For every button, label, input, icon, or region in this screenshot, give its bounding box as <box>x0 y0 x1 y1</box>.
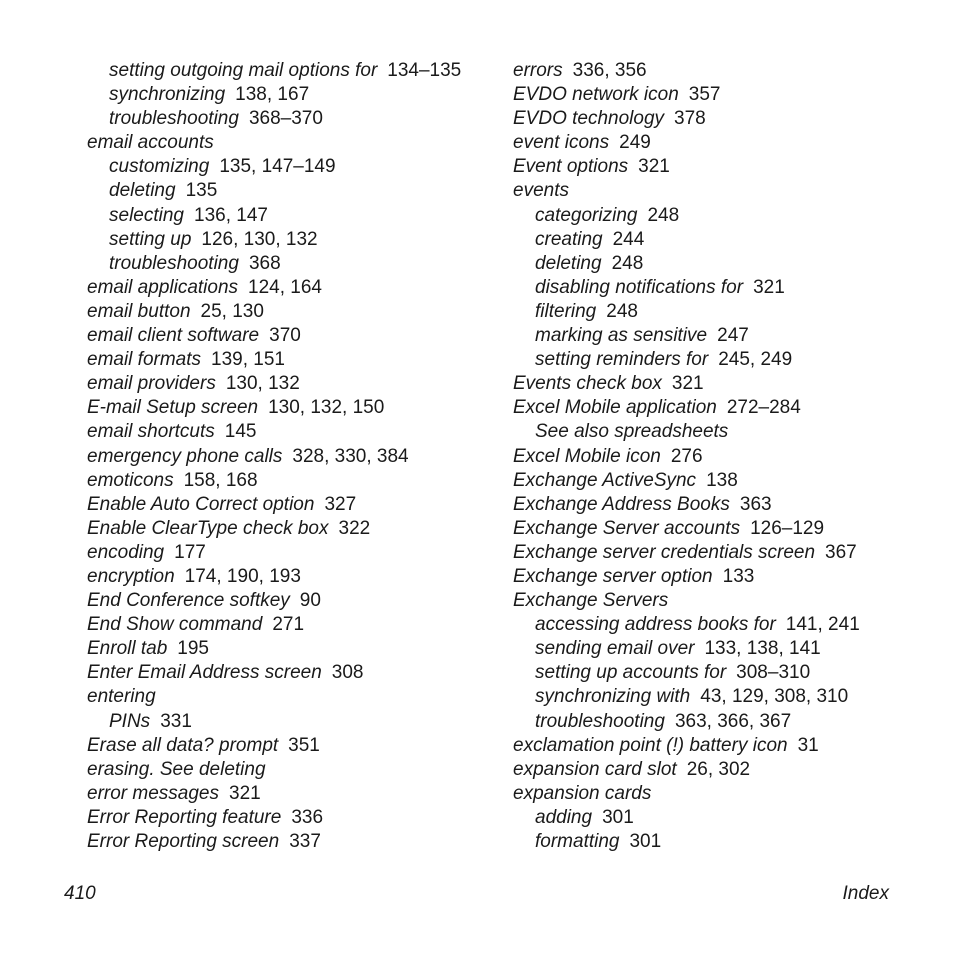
index-pages: 321 <box>638 156 670 178</box>
index-term: event icons <box>513 132 610 154</box>
index-term: Error Reporting feature <box>87 806 282 828</box>
index-entry <box>513 372 933 396</box>
index-pages: 126, 130, 132 <box>201 228 318 250</box>
index-subentry <box>513 252 933 276</box>
index-entry <box>87 324 497 348</box>
index-subentry <box>513 830 933 854</box>
index-pages: 126–129 <box>750 517 825 539</box>
index-subentry <box>87 228 497 252</box>
index-term: PINs <box>109 710 151 732</box>
index-entry <box>513 541 933 565</box>
index-term: error messages <box>87 782 219 804</box>
index-pages: 141, 241 <box>785 614 860 636</box>
index-pages: 301 <box>629 831 662 852</box>
index-entry <box>513 445 933 469</box>
index-pages: 145 <box>224 421 257 443</box>
index-term: deleting <box>109 180 176 202</box>
index-pages: 195 <box>177 638 209 660</box>
index-entry <box>513 131 933 155</box>
index-subentry <box>513 228 933 252</box>
index-subentry <box>513 276 933 300</box>
index-term: expansion card slot <box>513 758 677 780</box>
index-pages: 351 <box>288 734 320 756</box>
index-term: synchronizing <box>109 84 226 106</box>
index-pages: 245, 249 <box>718 349 793 371</box>
index-pages: 136, 147 <box>194 204 268 226</box>
index-term: expansion cards <box>513 782 652 804</box>
index-entry <box>87 348 497 372</box>
index-entry <box>87 830 497 854</box>
index-pages: 272–284 <box>726 397 801 419</box>
index-pages: 368 <box>248 252 281 274</box>
index-pages: 43, 129, 308, 310 <box>700 686 849 708</box>
index-entry <box>513 758 933 782</box>
index-subentry <box>513 710 933 734</box>
index-pages: 321 <box>229 782 261 804</box>
index-subentry <box>513 324 933 348</box>
index-term: troubleshooting <box>535 710 665 732</box>
index-term: marking as sensitive <box>535 325 708 347</box>
index-term: encoding <box>87 541 165 563</box>
index-entry <box>87 806 497 830</box>
index-pages: 174, 190, 193 <box>184 565 301 587</box>
index-subentry <box>513 420 933 444</box>
index-subentry <box>87 710 497 734</box>
index-entry <box>87 445 497 469</box>
index-term: EVDO network icon <box>513 84 679 106</box>
index-term: selecting <box>109 204 184 226</box>
page-number: 410 <box>64 883 96 904</box>
index-term: Erase all data? prompt <box>87 734 279 756</box>
index-entry <box>87 589 497 613</box>
index-pages: 248 <box>647 204 680 226</box>
index-term: email applications <box>87 276 239 298</box>
index-subentry <box>87 107 497 131</box>
index-pages: 276 <box>670 445 703 467</box>
index-term: setting up accounts for <box>535 662 727 684</box>
index-entry <box>513 155 933 179</box>
index-subentry <box>513 300 933 324</box>
index-term: Excel Mobile application <box>513 397 717 419</box>
index-entry <box>513 734 933 758</box>
index-entry <box>513 493 933 517</box>
index-subentry <box>87 59 497 83</box>
index-pages: 130, 132 <box>225 373 300 395</box>
index-pages: 244 <box>612 228 645 250</box>
index-pages: 249 <box>619 132 651 154</box>
index-pages: 321 <box>671 373 704 395</box>
index-term: EVDO technology <box>513 108 665 130</box>
index-pages: 135, 147–149 <box>219 156 336 178</box>
index-pages: 271 <box>272 614 305 636</box>
index-subentry <box>513 613 933 637</box>
index-pages: 370 <box>269 325 301 347</box>
index-term: Exchange Servers <box>513 590 669 612</box>
index-term: Enter Email Address screen <box>87 662 322 684</box>
index-entry <box>513 59 933 83</box>
index-pages: 363, 366, 367 <box>674 710 792 732</box>
index-pages: 31 <box>797 734 819 756</box>
index-pages: 134–135 <box>387 60 462 81</box>
index-pages: 321 <box>753 276 785 298</box>
index-pages: 322 <box>338 517 371 539</box>
index-entry <box>87 276 497 300</box>
index-term: formatting <box>535 831 620 852</box>
index-entry <box>87 685 497 709</box>
index-term: Enroll tab <box>87 638 168 660</box>
index-pages: 363 <box>739 493 772 515</box>
index-term: Excel Mobile icon <box>513 445 661 467</box>
index-term: End Show command <box>87 614 263 636</box>
index-pages: 331 <box>160 710 192 732</box>
index-term: errors <box>513 60 563 81</box>
index-entry <box>87 396 497 420</box>
index-term: events <box>513 180 569 202</box>
index-entry <box>87 734 497 758</box>
index-entry <box>87 469 497 493</box>
index-term: Enable Auto Correct option <box>87 493 315 515</box>
index-entry <box>87 420 497 444</box>
index-entry <box>513 469 933 493</box>
index-term: troubleshooting <box>109 108 239 130</box>
index-entry <box>87 782 497 806</box>
index-pages: 26, 302 <box>686 758 751 780</box>
index-subentry <box>87 204 497 228</box>
index-pages: 139, 151 <box>211 349 285 371</box>
index-term: customizing <box>109 156 210 178</box>
index-entry <box>513 83 933 107</box>
index-entry <box>87 300 497 324</box>
index-pages: 308 <box>331 662 364 684</box>
index-term: filtering <box>535 300 597 322</box>
index-subentry <box>87 83 497 107</box>
section-title: Index <box>842 883 889 904</box>
index-pages: 177 <box>174 541 206 563</box>
index-pages: 25, 130 <box>200 300 264 322</box>
index-term: setting reminders for <box>535 349 709 371</box>
index-term: email accounts <box>87 132 214 154</box>
index-term: email client software <box>87 325 260 347</box>
index-term: setting outgoing mail options for <box>109 60 378 81</box>
index-term: Events check box <box>513 373 662 395</box>
index-pages: 124, 164 <box>248 276 322 298</box>
index-term: Event options <box>513 156 629 178</box>
index-entry <box>87 758 497 782</box>
index-term: categorizing <box>535 204 638 226</box>
index-term: troubleshooting <box>109 252 239 274</box>
index-entry <box>513 396 933 420</box>
index-term: disabling notifications for <box>535 276 744 298</box>
index-pages: 328, 330, 384 <box>292 445 409 467</box>
index-pages: 248 <box>611 252 644 274</box>
index-pages: 138, 167 <box>235 84 310 106</box>
index-term: encryption <box>87 565 175 587</box>
index-pages: 327 <box>324 493 357 515</box>
index-term: email formats <box>87 349 202 371</box>
index-term: entering <box>87 686 156 708</box>
index-entry <box>87 565 497 589</box>
index-term: Exchange Server accounts <box>513 517 741 539</box>
index-entry <box>513 565 933 589</box>
index-pages: 133 <box>722 565 755 587</box>
index-term: Error Reporting screen <box>87 831 280 852</box>
index-subentry <box>87 155 497 179</box>
index-term: Exchange ActiveSync <box>513 469 697 491</box>
index-term: emergency phone calls <box>87 445 283 467</box>
index-subentry <box>513 806 933 830</box>
index-subentry <box>513 661 933 685</box>
index-pages: 138 <box>706 469 738 491</box>
index-entry <box>87 517 497 541</box>
index-entry <box>513 589 933 613</box>
index-term: Exchange server option <box>513 565 713 587</box>
index-entry <box>87 613 497 637</box>
index-entry <box>87 637 497 661</box>
index-term: emoticons <box>87 469 174 491</box>
index-entry <box>513 517 933 541</box>
index-term: erasing. See deleting <box>87 758 266 780</box>
index-term: email button <box>87 300 191 322</box>
index-term: Exchange server credentials screen <box>513 541 816 563</box>
index-pages: 248 <box>606 300 638 322</box>
index-subentry <box>513 204 933 228</box>
index-pages: 368–370 <box>248 108 323 130</box>
index-term: email shortcuts <box>87 421 215 443</box>
index-pages: 90 <box>299 590 321 612</box>
index-pages: 357 <box>688 84 721 106</box>
index-term: See also spreadsheets <box>535 421 729 443</box>
index-subentry <box>513 685 933 709</box>
index-term: synchronizing with <box>535 686 691 708</box>
index-term: End Conference softkey <box>87 590 290 612</box>
index-term: setting up <box>109 228 192 250</box>
index-pages: 135 <box>185 180 218 202</box>
index-entry <box>87 131 497 155</box>
index-entry <box>87 372 497 396</box>
index-term: email providers <box>87 373 216 395</box>
index-pages: 336 <box>291 806 324 828</box>
index-term: sending email over <box>535 638 695 660</box>
index-pages: 130, 132, 150 <box>268 397 385 419</box>
index-term: E-mail Setup screen <box>87 397 259 419</box>
index-pages: 158, 168 <box>183 469 258 491</box>
index-term: deleting <box>535 252 602 274</box>
index-term: Exchange Address Books <box>513 493 730 515</box>
index-subentry <box>87 179 497 203</box>
index-subentry <box>513 637 933 661</box>
index-pages: 301 <box>602 806 634 828</box>
index-subentry <box>87 252 497 276</box>
index-term: Enable ClearType check box <box>87 517 329 539</box>
index-term: adding <box>535 806 593 828</box>
index-entry <box>87 493 497 517</box>
index-entry <box>87 661 497 685</box>
index-pages: 367 <box>825 541 857 563</box>
index-pages: 247 <box>717 325 749 347</box>
index-column-right <box>513 59 933 854</box>
index-entry <box>87 541 497 565</box>
index-pages: 337 <box>289 831 321 852</box>
index-subentry <box>513 348 933 372</box>
index-entry <box>513 782 933 806</box>
index-pages: 133, 138, 141 <box>704 638 821 660</box>
index-term: creating <box>535 228 603 250</box>
index-column-left <box>87 59 497 854</box>
index-entry <box>513 107 933 131</box>
index-pages: 308–310 <box>736 662 811 684</box>
index-entry <box>513 179 933 203</box>
index-term: exclamation point (!) battery icon <box>513 734 788 756</box>
index-pages: 336, 356 <box>572 60 647 81</box>
index-pages: 378 <box>674 108 706 130</box>
index-term: accessing address books for <box>535 614 776 636</box>
